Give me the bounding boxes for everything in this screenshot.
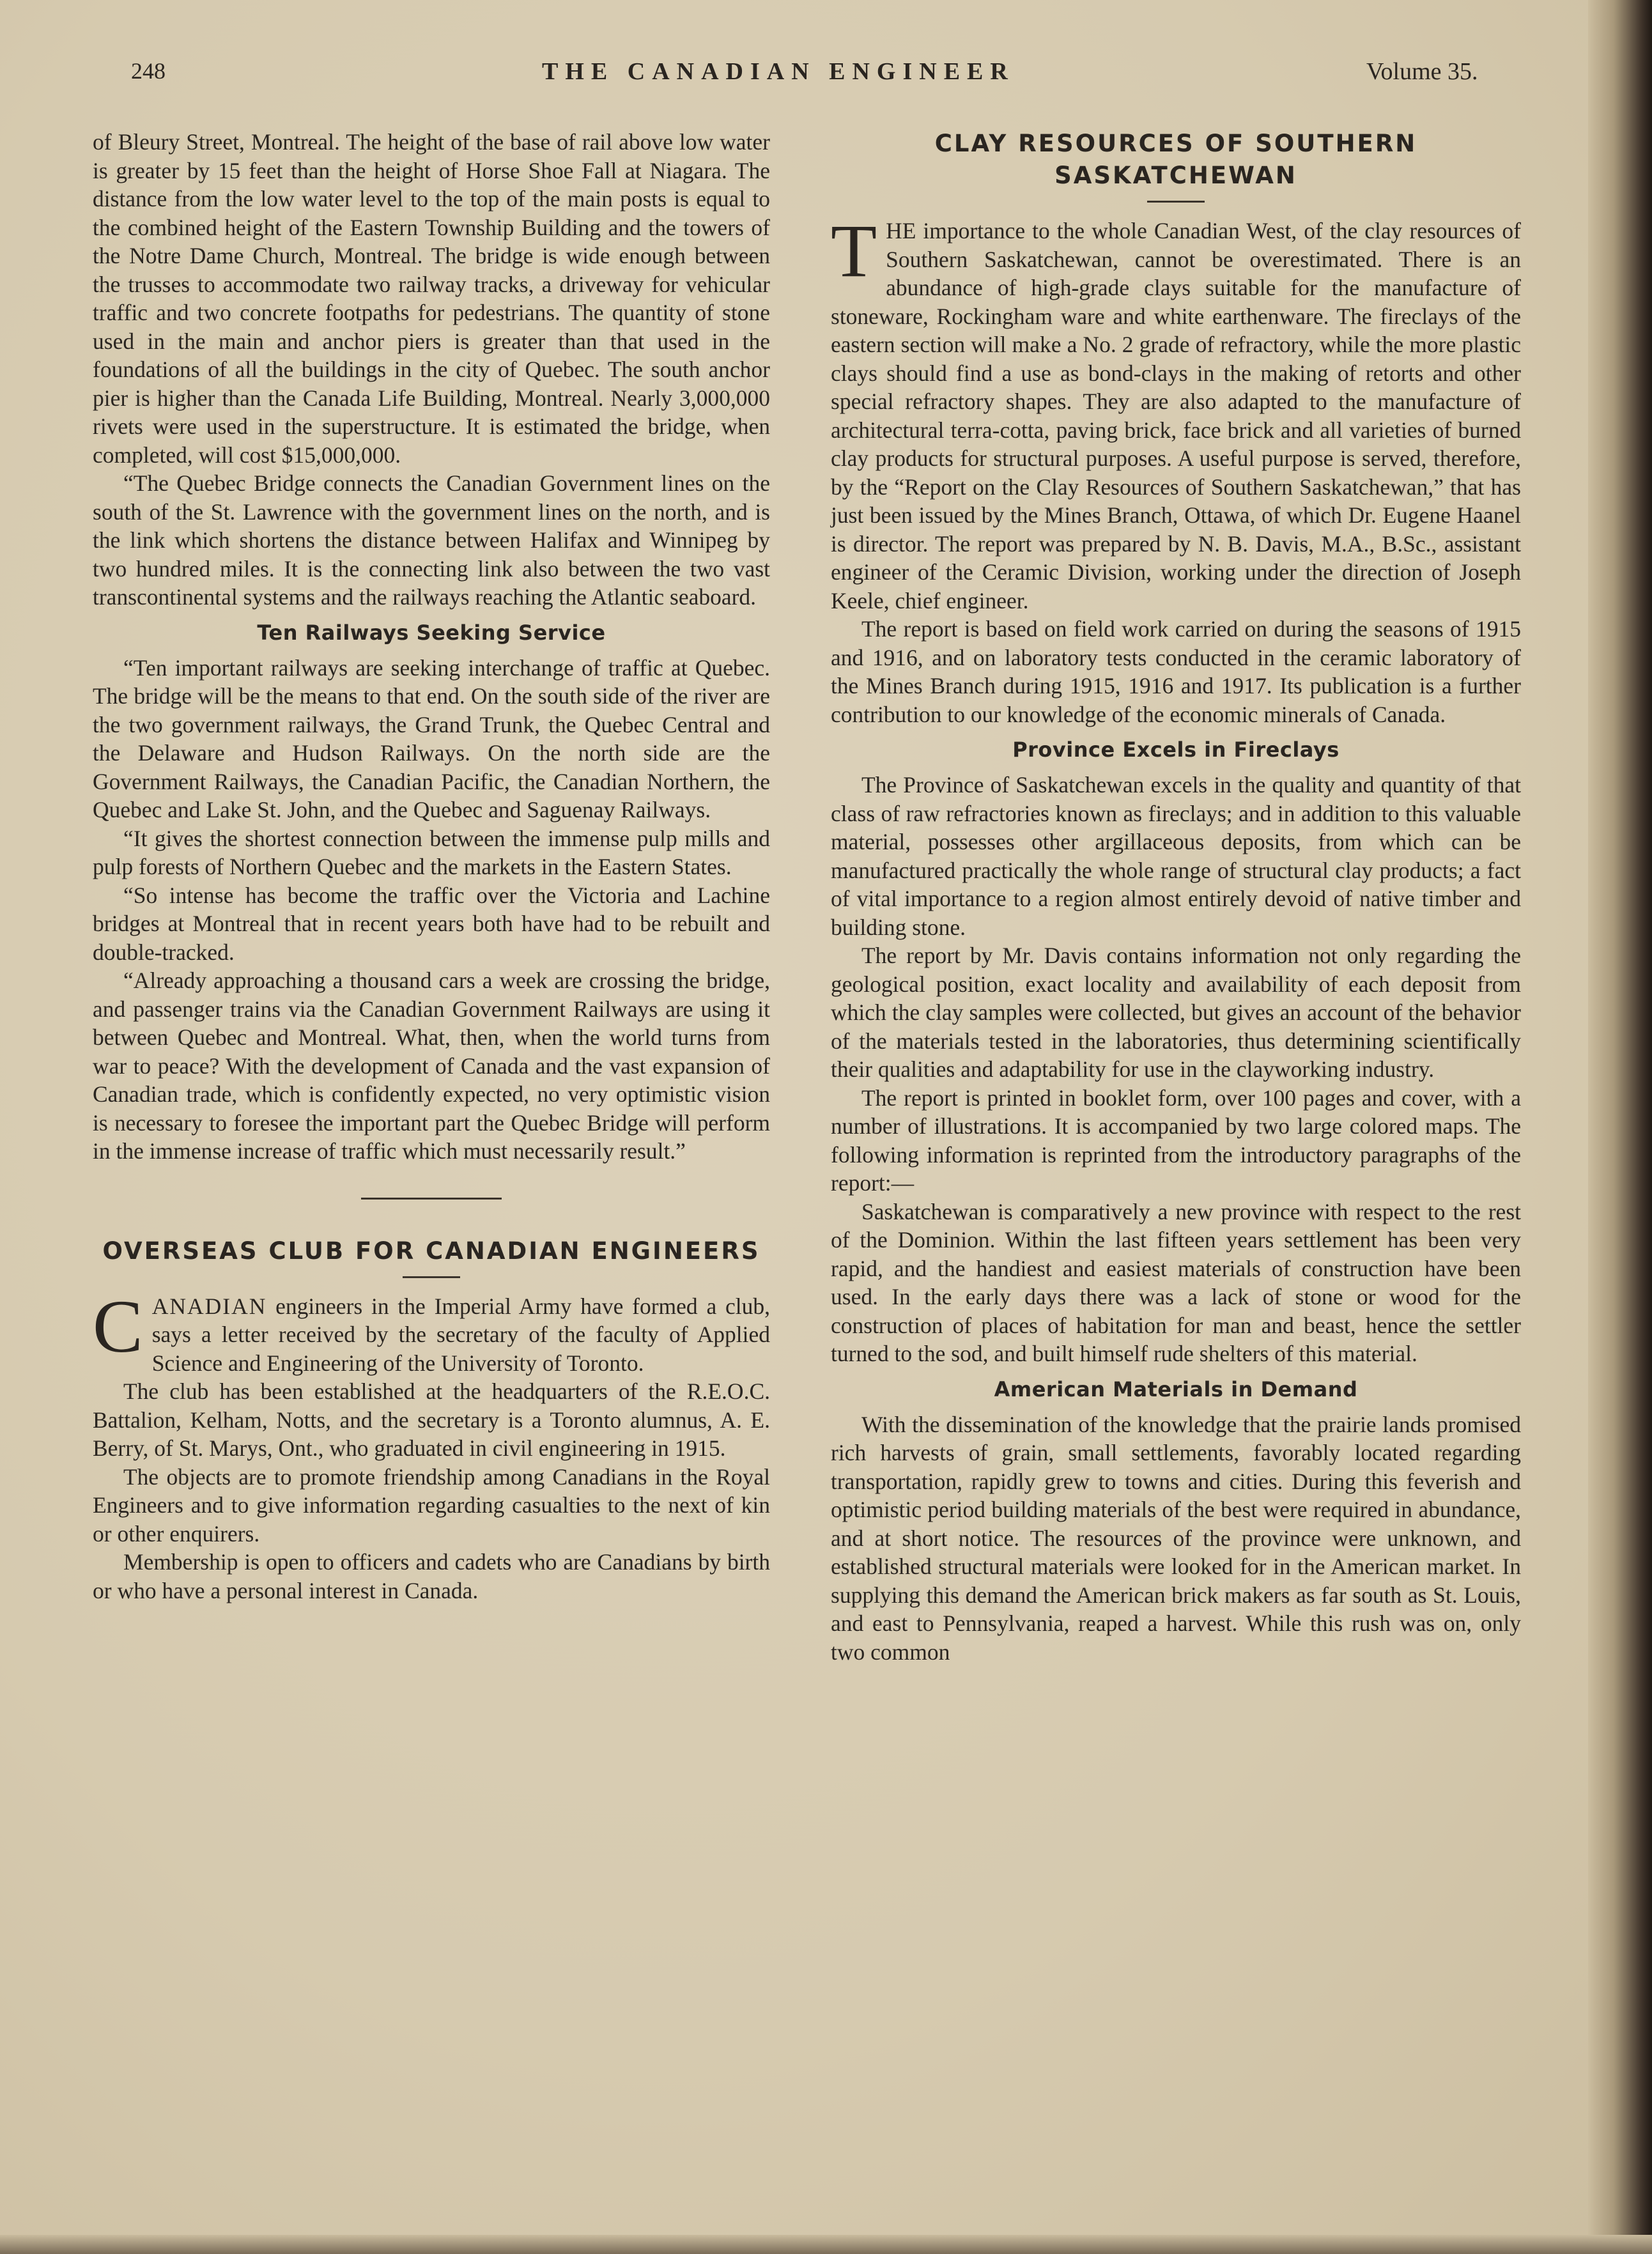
lead-text: engineers in the Imperial Army have formed a club, says a letter received by the secretary of the faculty of Applied Science and Engineering of the University of Toronto. [151, 1293, 770, 1376]
title-line-1: CLAY RESOURCES OF SOUTHERN [934, 130, 1417, 157]
american-paragraph: With the dissemination of the knowledge that the prairie lands promised rich harvests of grain, small settlements, favorably located regarding transportation, rapidly grew to towns and cities. During this feverish and optimistic period building materials of the best were required in abundance, and at short notice. The resources of the province were unknown, and established structural materials were looked for in the American market. In supplying this demand the American brick makers as far south as St. Louis, and east to Pennsylvania, reaped a harvest. While this rush was on, only two common [831, 1411, 1521, 1665]
subheading-ten-railways: Ten Railways Seeking Service [257, 620, 606, 645]
fireclays-paragraph: Saskatchewan is comparatively a new province with respect to the rest of the Dominion. Within the last fifteen years settlement has been very rapid, and the handiest and easiest materials of construction have been used. In the early days there was a lack of stone or wood for the construction of places of habitation for man and beast, hence the settler turned to the sod, and built himself rude shelters of this material. [831, 1198, 1521, 1366]
journal-title: THE CANADIAN ENGINEER [542, 58, 1015, 85]
running-header [0, 58, 1652, 96]
quebec-bridge-paragraph: of Bleury Street, Montreal. The height of the base of rail above low water is greater by 15 feet than the height of Horse Shoe Fall at Niagara. The distance from the low water level to the top of the main posts is equal to the combined height of the Eastern Township Building and the towers of the Notre Dame Church, Montreal. The bridge is wide enough between the trusses to accommodate two railway tracks, a driveway for vehicular traffic and two concrete footpaths for pedestrians. The quantity of stone used in the main and anchor piers is greater than that used in the foundations of all the buildings in the city of Quebec. The south anchor pier is higher than the Canada Life Building, Montreal. Nearly 3,000,000 rivets were used in the superstructure. It is estimated the bridge, when completed, will cost $15,000,000. [93, 129, 770, 468]
title-rule [1147, 201, 1205, 203]
overseas-paragraph: The objects are to promote friendship among Canadians in the Royal Engineers and to give information regarding casualties to the next of kin or other enquirers. [93, 1463, 770, 1547]
article-title-clay-resources [831, 128, 1521, 192]
page-bottom-edge [0, 2235, 1652, 2254]
drop-cap-c: C [93, 1284, 143, 1368]
lead-small-caps: ANADIAN [151, 1293, 267, 1319]
clay-paragraph: The report is based on field work carried on during the seasons of 1915 and 1916, and on laboratory tests conducted in the ceramic laboratory of the Mines Branch during 1915, 1916 and 1917. Its publication is a further contribution to our knowledge of the economic minerals of Canada. [831, 616, 1521, 727]
subheading-american-materials: American Materials in Demand [994, 1377, 1358, 1401]
title-line-2: SASKATCHEWAN [1054, 162, 1297, 189]
railways-paragraph: “Already approaching a thousand cars a week are crossing the bridge, and passenger trains via the Canadian Government Railways are using it between Quebec and Montreal. What, then, when the world turns from war to peace? With the development of Canada and the vast expansion of Canadian trade, which is confidently expected, no very optimistic vision is necessary to foresee the important part the Quebec Bridge will perform in the immense increase of traffic which must necessarily result.” [93, 968, 770, 1164]
lead-text: HE importance to the whole Canadian West, of the clay resources of Southern Saskatchewan, cannot be overestimated. There is an abundance of high-grade clays suitable for the manufacture of stoneware, Rockingham ware and white earthenware. The fireclays of the eastern section will make a No. 2 grade of refractory, while the more plastic clays should find a use as bond-clays in the making of retorts and other special refractory shapes. They are also adapted to the manufacture of architectural terra-cotta, paving brick, face brick and all varieties of burned clay products for structural purposes. A useful purpose is served, therefore, by the “Report on the Clay Resources of Southern Saskatchewan,” that has just been issued by the Mines Branch, Ottawa, of which Dr. Eugene Haanel is director. The report was prepared by N. B. Davis, M.A., B.Sc., assistant engineer of the Ceramic Division, working under the direction of Joseph Keele, chief engineer. [831, 218, 1521, 614]
fireclays-paragraph: The Province of Saskatchewan excels in the quality and quantity of that class of raw refractories known as fireclays; and in addition to this valuable material, possesses other argillaceous deposits, from which can be manufactured practically the whole range of structural clay products; a fact of vital importance to a region almost entirely devoid of native timber and building stone. [831, 772, 1521, 940]
right-column [831, 128, 1521, 1666]
subheading-fireclays: Province Excels in Fireclays [1012, 737, 1339, 762]
railways-paragraph: “Ten important railways are seeking interchange of traffic at Quebec. The bridge will be the means to that end. On the south side of the river are the two government railways, the Grand Trunk, the Quebec Central and the Delaware and Hudson Railways. On the north side are the Government Railways, the Canadian Pacific, the Canadian Northern, the Quebec and Lake St. John, and the Quebec and Saguenay Railways. [93, 654, 770, 822]
fireclays-paragraph: The report by Mr. Davis contains information not only regarding the geological position, exact locality and availability of each deposit from which the clay samples were collected, but gives an account of the behavior of the materials tested in the laboratories, thus determining scientifically their qualities and adaptability for use in the clayworking industry. [831, 943, 1521, 1082]
railways-paragraph: “So intense has become the traffic over the Victoria and Lachine bridges at Montreal that in recent years both have had to be rebuilt and double-tracked. [93, 882, 770, 965]
quebec-bridge-paragraph: “The Quebec Bridge connects the Canadian Government lines on the south of the St. Lawrence with the government lines on the north, and is the link which shortens the distance between Halifax and Winnipeg by two hundred miles. It is the connecting link also between the two vast transcontinental systems and the railways reaching the Atlantic seaboard. [93, 470, 770, 610]
book-spine-shadow [1588, 0, 1652, 2254]
fireclays-paragraph: The report is printed in booklet form, over 100 pages and cover, with a number of illustrations. It is accompanied by two large colored maps. The following information is reprinted from the introductory paragraphs of the report:— [831, 1085, 1521, 1196]
left-column [93, 128, 770, 1605]
overseas-paragraph: The club has been established at the headquarters of the R.E.O.C. Battalion, Kelham, Notts, and the secretary is a Toronto alumnus, A. E. Berry, of St. Marys, Ont., who graduated in civil engineering in 1915. [93, 1378, 770, 1461]
page-number: 248 [131, 58, 166, 84]
title-rule [403, 1276, 460, 1278]
drop-cap-t: T [831, 209, 877, 293]
article-title-overseas-club: OVERSEAS CLUB FOR CANADIAN ENGINEERS [102, 1237, 760, 1265]
overseas-paragraph: Membership is open to officers and cadets who are Canadians by birth or who have a personal interest in Canada. [93, 1549, 770, 1603]
clay-lead-paragraph [831, 209, 1521, 615]
section-divider [361, 1198, 502, 1200]
overseas-lead-paragraph [93, 1284, 770, 1378]
railways-paragraph: “It gives the shortest connection between the immense pulp mills and pulp forests of Northern Quebec and the markets in the Eastern States. [93, 825, 770, 879]
volume-label: Volume 35. [1366, 58, 1478, 85]
